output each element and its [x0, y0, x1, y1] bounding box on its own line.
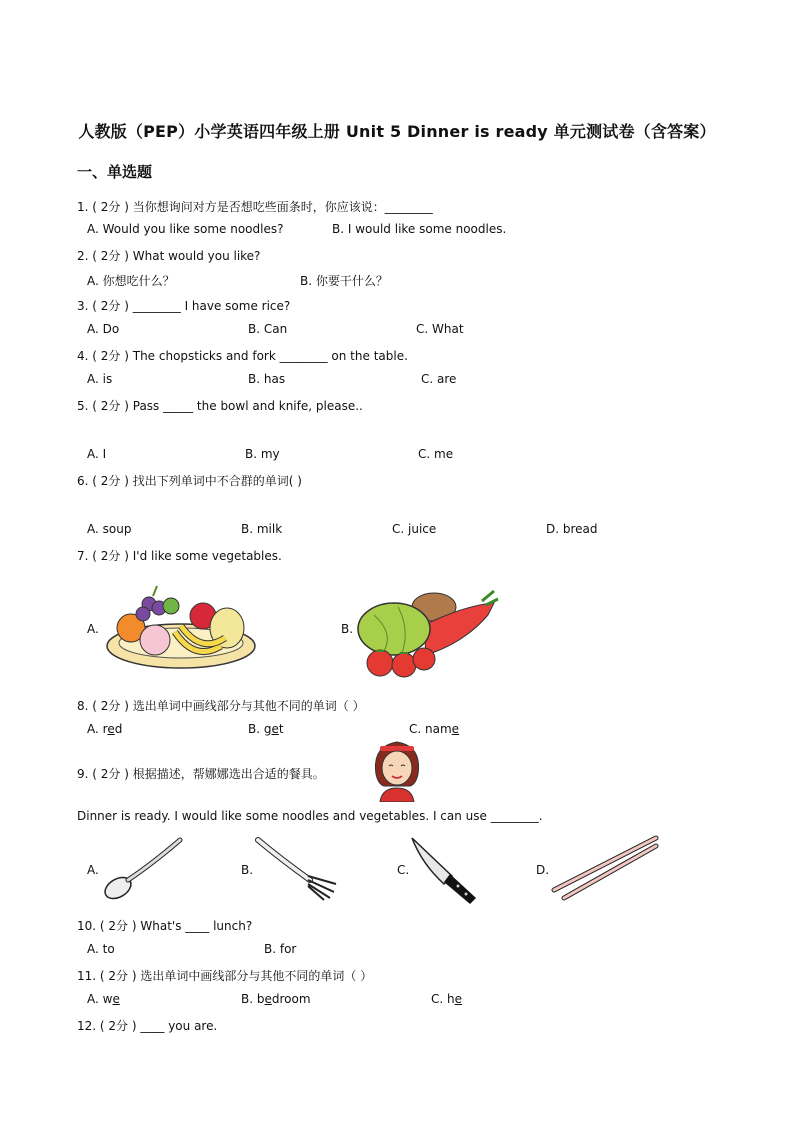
underlined-letter: e — [271, 722, 279, 736]
option-11c[interactable] — [431, 992, 462, 1006]
question-stem: I'd like some vegetables. — [132, 549, 282, 563]
word-part: w — [102, 992, 113, 1006]
knife-icon[interactable] — [408, 834, 480, 906]
question-score: ( 2分 ) — [92, 349, 129, 363]
option-8b[interactable] — [248, 722, 284, 736]
question-number: 3. — [77, 299, 89, 313]
question-score: ( 2分 ) — [92, 249, 129, 263]
question-8 — [77, 697, 365, 714]
question-1 — [77, 198, 433, 215]
question-5 — [77, 397, 363, 414]
girl-nana-icon — [370, 738, 424, 802]
option-9d[interactable]: D. — [536, 863, 550, 877]
option-3c[interactable]: C. What — [416, 322, 464, 336]
option-6d[interactable]: D. bread — [546, 522, 598, 536]
question-stem: 根据描述，帮娜娜选出合适的餐具。 — [132, 767, 325, 781]
question-7 — [77, 547, 282, 564]
question-number: 9. — [77, 767, 89, 781]
question-stem: 找出下列单词中不合群的单词( ) — [132, 474, 302, 488]
question-stem: What's ____ lunch? — [140, 919, 253, 933]
option-11b[interactable] — [241, 992, 311, 1006]
question-stem: What would you like? — [132, 249, 261, 263]
question-score: ( 2分 ) — [92, 699, 129, 713]
question-number: 7. — [77, 549, 89, 563]
option-5c[interactable]: C. me — [418, 447, 454, 461]
question-number: 8. — [77, 699, 89, 713]
question-3 — [77, 297, 290, 314]
question-4 — [77, 347, 408, 364]
vegetables-icon[interactable] — [354, 585, 500, 679]
question-number: 6. — [77, 474, 89, 488]
section-heading: 一、单选题 — [77, 163, 153, 181]
option-6b[interactable]: B. milk — [241, 522, 283, 536]
option-5a[interactable]: A. I — [87, 447, 107, 461]
option-4c[interactable]: C. are — [421, 372, 457, 386]
question-stem: The chopsticks and fork ________ on the table. — [132, 349, 408, 363]
option-9b[interactable]: B. — [241, 863, 254, 877]
chopsticks-icon[interactable] — [550, 834, 660, 904]
underlined-letter: e — [107, 722, 115, 736]
underlined-letter: e — [112, 992, 120, 1006]
question-number: 5. — [77, 399, 89, 413]
option-label: B. — [248, 722, 264, 736]
question-score: ( 2分 ) — [99, 1019, 137, 1033]
fruit-plate-icon[interactable] — [103, 580, 259, 672]
question-score: ( 2分 ) — [92, 200, 129, 214]
word-part: b — [256, 992, 265, 1006]
question-12 — [77, 1017, 217, 1034]
option-5b[interactable]: B. my — [245, 447, 280, 461]
word-part: g — [263, 722, 272, 736]
option-4a[interactable]: A. is — [87, 372, 113, 386]
option-3b[interactable]: B. Can — [248, 322, 288, 336]
option-label: A. — [87, 992, 103, 1006]
question-score: ( 2分 ) — [92, 549, 129, 563]
question-6 — [77, 472, 302, 489]
option-8a[interactable] — [87, 722, 122, 736]
question-number: 10. — [77, 919, 97, 933]
question-stem: ________ I have some rice? — [132, 299, 291, 313]
option-1b[interactable]: B. I would like some noodles. — [332, 222, 507, 236]
option-label: C. — [409, 722, 426, 736]
underlined-letter: e — [264, 992, 272, 1006]
option-9c[interactable]: C. — [397, 863, 410, 877]
word-part: h — [447, 992, 455, 1006]
question-number: 2. — [77, 249, 89, 263]
option-label: B. — [241, 992, 257, 1006]
option-6a[interactable]: A. soup — [87, 522, 132, 536]
option-9a[interactable]: A. — [87, 863, 99, 877]
question-10 — [77, 917, 252, 934]
word-part: t — [278, 722, 284, 736]
word-part: r — [102, 722, 108, 736]
option-1a[interactable]: A. Would you like some noodles? — [87, 222, 284, 236]
underlined-letter: e — [454, 992, 463, 1006]
option-2b[interactable]: B. 你要干什么？ — [300, 274, 388, 288]
underlined-letter: e — [451, 722, 460, 736]
option-4b[interactable]: B. has — [248, 372, 286, 386]
option-10b[interactable]: B. for — [264, 942, 297, 956]
question-stem: 当你想询问对方是否想吃些面条时，你应该说：________ — [132, 200, 433, 214]
question-score: ( 2分 ) — [99, 969, 137, 983]
question-11 — [77, 967, 372, 984]
question-number: 12. — [77, 1019, 97, 1033]
question-score: ( 2分 ) — [99, 919, 137, 933]
spoon-icon[interactable] — [102, 834, 188, 904]
question-score: ( 2分 ) — [92, 474, 129, 488]
option-8c[interactable] — [409, 722, 459, 736]
option-11a[interactable] — [87, 992, 120, 1006]
question-9-context: Dinner is ready. I would like some noodles and vegetables. I can use ________. — [77, 809, 543, 823]
question-number: 1. — [77, 200, 89, 214]
option-7a[interactable]: A. — [87, 622, 99, 636]
question-stem: Pass _____ the bowl and knife, please.. — [132, 399, 363, 413]
word-part: nam — [425, 722, 452, 736]
option-10a[interactable]: A. to — [87, 942, 115, 956]
question-number: 11. — [77, 969, 97, 983]
option-7b[interactable]: B. — [341, 622, 354, 636]
word-part: d — [114, 722, 123, 736]
question-score: ( 2分 ) — [92, 767, 129, 781]
option-label: A. — [87, 722, 103, 736]
question-stem: 选出单词中画线部分与其他不同的单词（ ） — [140, 969, 373, 983]
option-2a[interactable]: A. 你想吃什么？ — [87, 274, 175, 288]
question-stem: ____ you are. — [140, 1019, 218, 1033]
word-part: droom — [271, 992, 311, 1006]
option-6c[interactable]: C. juice — [392, 522, 437, 536]
fork-icon[interactable] — [252, 834, 342, 902]
question-2 — [77, 247, 260, 264]
question-number: 4. — [77, 349, 89, 363]
option-label: C. — [431, 992, 448, 1006]
question-score: ( 2分 ) — [92, 299, 129, 313]
question-score: ( 2分 ) — [92, 399, 129, 413]
document-title: 人教版（PEP）小学英语四年级上册 Unit 5 Dinner is ready 单元测试卷（含答案） — [78, 122, 716, 141]
question-9 — [77, 765, 325, 782]
question-stem: 选出单词中画线部分与其他不同的单词（ ） — [132, 699, 365, 713]
option-3a[interactable]: A. Do — [87, 322, 120, 336]
